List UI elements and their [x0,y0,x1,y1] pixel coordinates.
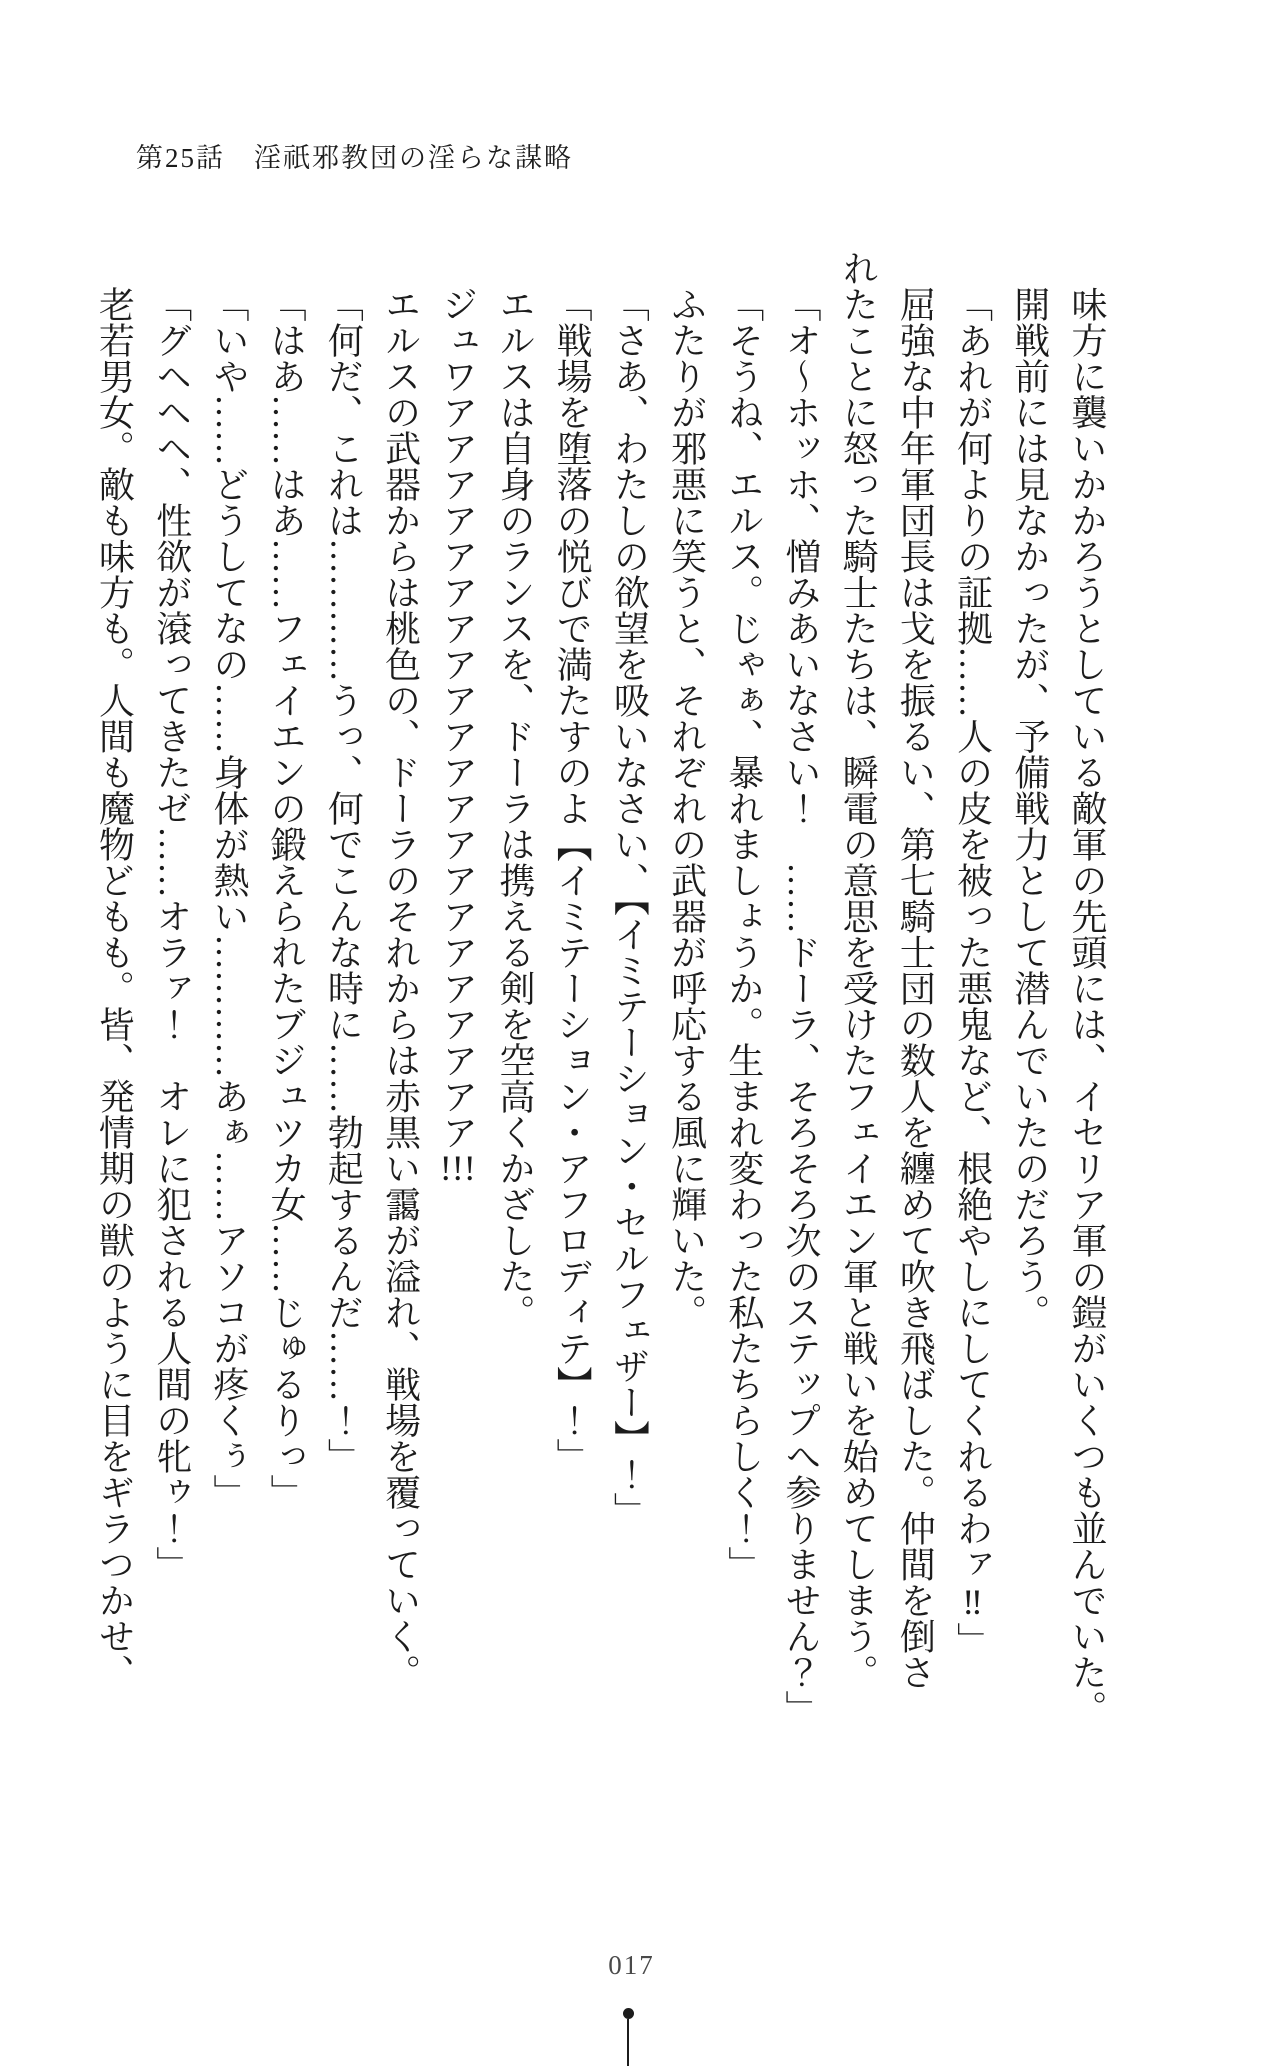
text-line-1: 味方に襲いかかろうとしている敵軍の先頭には、イセリア軍の鎧がいくつも並んでいた。 [1067,286,1107,1726]
scream-text: ジュワアアアアアアアアアアアアアアアアアアアアア [437,286,478,1150]
chapter-heading: 第25話 淫祇邪教団の淫らな謀略 [136,143,573,173]
text-line-8: ふたりが邪悪に笑うと、それぞれの武器が呼応する風に輝いた。 [666,286,707,1330]
text-line-18: 老若男女。敵も味方も。人間も魔物どもも。皆、発情期の獣のように目をギラつかせ、 [94,286,135,1690]
text-line-6: 「オ〜ホッホ、憎みあいなさい！ ……ドーラ、そろそろ次のステップへ参りません？」 [780,286,821,1726]
triple-exclamation: !!! [439,1150,476,1186]
text-line-14: 「何だ、これは…………うっ、何でこんな時に……勃起するんだ……！」 [323,286,364,1474]
page-marker-stem [627,2019,629,2066]
text-line-12 [429,250,486,1790]
text-line-11: エルスは自身のランスを、ドーラは携える剣を空高くかざした。 [494,286,535,1330]
text-line-4: 屈強な中年軍団長は戈を振るい、第七騎士団の数人を纏めて吹き飛ばした。仲間を倒さ [895,286,936,1690]
text-line-17: 「グヘヘヘ、性欲が滾ってきたゼ……オラァ！ オレに犯される人間の牝ゥ！」 [151,286,192,1582]
text-line-15: 「はあ……はあ……フェイエンの鍛えられたブジュツカ女……じゅるりっ」 [266,286,307,1510]
text-line-13: エルスの武器からは桃色の、ドーラのそれからは赤黒い靄が溢れ、戦場を覆っていく。 [380,286,421,1690]
body-text [85,250,1115,1790]
text-line-7: 「そうね、エルス。じゃぁ、暴れましょうか。生まれ変わった私たちらしく！」 [723,286,764,1582]
text-line-16: 「いや……どうしてなの……身体が熱い…………あぁ……アソコが疼くぅ」 [208,286,249,1510]
text-line-3: 「あれが何よりの証拠……人の皮を被った悪鬼など、根絶やしにしてくれるわァ‼」 [952,286,993,1658]
text-line-10: 「戦場を堕落の悦びで満たすのよ【イミテーション・アフロディテ】！」 [552,286,593,1474]
text-line-2: 開戦前には見なかったが、予備戦力として潜んでいたのだろう。 [1009,286,1050,1330]
page-marker-dot [623,2008,634,2019]
page-number: 017 [608,1950,655,1980]
text-line-9: 「さあ、わたしの欲望を吸いなさい、【イミテーション・セルフェザー】！」 [609,286,650,1528]
text-line-5: れたことに怒った騎士たちは、瞬電の意思を受けたフェイエン軍と戦いを始めてしまう。 [838,250,879,1690]
